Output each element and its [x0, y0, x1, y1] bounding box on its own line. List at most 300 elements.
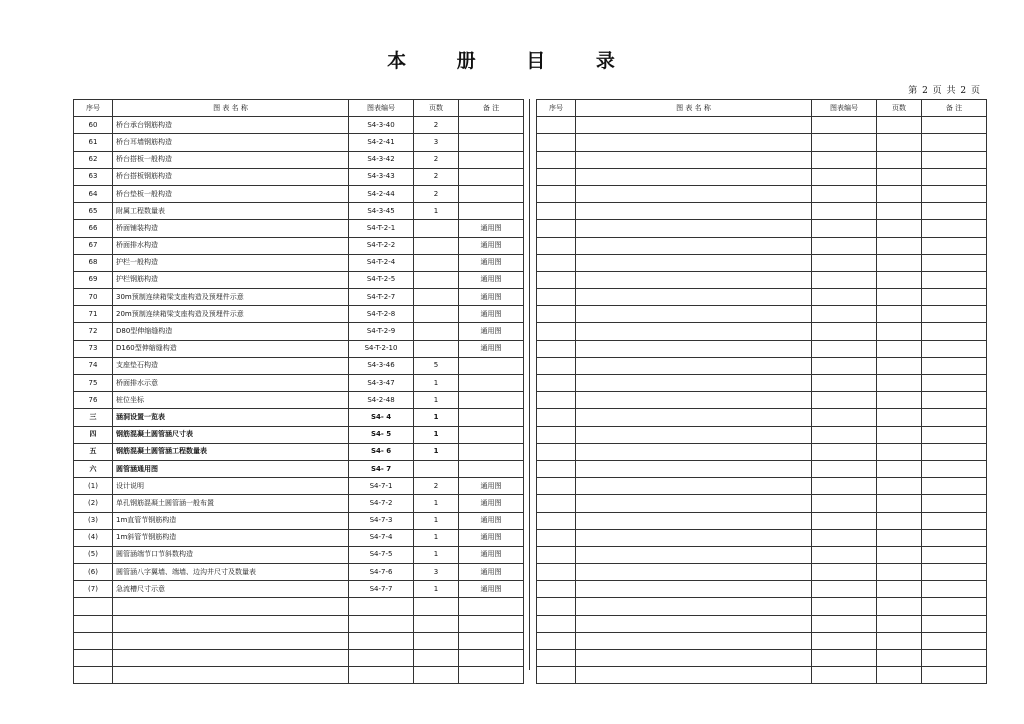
row-note [459, 168, 524, 185]
row-name [113, 667, 349, 684]
row-pages: 2 [414, 117, 459, 134]
row-pages: 1 [414, 529, 459, 546]
row-name [576, 546, 812, 563]
row-note [922, 581, 987, 598]
row-number [537, 323, 576, 340]
row-number: 70 [74, 289, 113, 306]
row-note [922, 220, 987, 237]
row-name: 桥台搭板钢筋构造 [113, 168, 349, 185]
row-pages: 1 [414, 392, 459, 409]
row-code: S4-3-42 [349, 151, 414, 168]
row-note [922, 564, 987, 581]
row-note [922, 460, 987, 477]
row-note [922, 117, 987, 134]
row-pages [877, 460, 922, 477]
row-number [537, 392, 576, 409]
header-pages: 页数 [877, 100, 922, 117]
row-pages: 3 [414, 134, 459, 151]
table-row [537, 168, 987, 185]
table-row [537, 254, 987, 271]
table-row [74, 615, 524, 632]
row-number [537, 581, 576, 598]
row-number [537, 443, 576, 460]
row-number [537, 478, 576, 495]
row-note: 通用图 [459, 340, 524, 357]
table-row [74, 271, 524, 288]
row-code: S4-T-2-2 [349, 237, 414, 254]
row-code [812, 357, 877, 374]
row-code: S4-T-2-8 [349, 306, 414, 323]
row-note [459, 409, 524, 426]
row-pages [877, 495, 922, 512]
row-code [349, 598, 414, 615]
row-name: 急流槽尺寸示意 [113, 581, 349, 598]
row-note: 通用图 [459, 512, 524, 529]
table-row [74, 495, 524, 512]
row-pages: 3 [414, 564, 459, 581]
header-name: 图 表 名 称 [576, 100, 812, 117]
row-name [576, 615, 812, 632]
table-row [537, 512, 987, 529]
row-pages [877, 340, 922, 357]
row-name: 附属工程数量表 [113, 203, 349, 220]
row-code [812, 650, 877, 667]
row-code: S4- 6 [349, 443, 414, 460]
row-pages [414, 237, 459, 254]
row-number: 三 [74, 409, 113, 426]
table-row [537, 529, 987, 546]
row-number [537, 650, 576, 667]
table-row [537, 546, 987, 563]
row-number [537, 460, 576, 477]
row-pages [877, 357, 922, 374]
table-row [537, 220, 987, 237]
row-name [576, 220, 812, 237]
row-number: (2) [74, 495, 113, 512]
table-row [74, 529, 524, 546]
row-note [459, 426, 524, 443]
row-number [537, 237, 576, 254]
row-name: 桥台搭板一般构造 [113, 151, 349, 168]
row-number: 64 [74, 185, 113, 202]
row-number: 62 [74, 151, 113, 168]
row-name: 20m预制连续箱梁支座构造及预埋件示意 [113, 306, 349, 323]
row-number [537, 512, 576, 529]
row-pages [877, 203, 922, 220]
row-code [812, 289, 877, 306]
row-code: S4-7-7 [349, 581, 414, 598]
row-note: 通用图 [459, 546, 524, 563]
table-row [74, 598, 524, 615]
row-name [576, 581, 812, 598]
row-number: (5) [74, 546, 113, 563]
row-name [576, 323, 812, 340]
row-note: 通用图 [459, 323, 524, 340]
table-row [74, 443, 524, 460]
row-name [576, 392, 812, 409]
row-note [922, 667, 987, 684]
row-note [922, 478, 987, 495]
row-code: S4-T-2-1 [349, 220, 414, 237]
row-code [812, 185, 877, 202]
row-note [459, 185, 524, 202]
left-index-body [74, 100, 524, 684]
row-name: 1m直管节钢筋构造 [113, 512, 349, 529]
row-name: 护栏一般构造 [113, 254, 349, 271]
row-name [576, 478, 812, 495]
row-code: S4- 5 [349, 426, 414, 443]
row-code: S4-T-2-4 [349, 254, 414, 271]
row-code: S4-7-6 [349, 564, 414, 581]
row-name [576, 289, 812, 306]
row-code [349, 615, 414, 632]
row-pages [414, 271, 459, 288]
row-pages [414, 254, 459, 271]
row-code [812, 203, 877, 220]
row-code [812, 564, 877, 581]
row-note [459, 151, 524, 168]
row-pages [877, 650, 922, 667]
row-name: 涵洞设置一览表 [113, 409, 349, 426]
row-note [459, 650, 524, 667]
header-note: 备 注 [922, 100, 987, 117]
row-code [812, 220, 877, 237]
row-code [812, 409, 877, 426]
row-number [74, 667, 113, 684]
row-code [812, 443, 877, 460]
page-info: 第 2 页 共 2 页 [908, 86, 980, 96]
table-row [537, 392, 987, 409]
row-name [576, 357, 812, 374]
row-code: S4-3-45 [349, 203, 414, 220]
row-pages [877, 546, 922, 563]
row-number: 五 [74, 443, 113, 460]
table-row [74, 564, 524, 581]
row-pages [877, 375, 922, 392]
header-note: 备 注 [459, 100, 524, 117]
row-code [349, 632, 414, 649]
table-row [537, 667, 987, 684]
row-number [537, 667, 576, 684]
row-name [576, 271, 812, 288]
table-row [537, 134, 987, 151]
row-number: (7) [74, 581, 113, 598]
row-number [537, 546, 576, 563]
row-note: 通用图 [459, 306, 524, 323]
table-row [74, 632, 524, 649]
row-code [812, 460, 877, 477]
row-code [812, 546, 877, 563]
row-note [922, 615, 987, 632]
row-note [922, 254, 987, 271]
row-note [922, 495, 987, 512]
row-pages: 1 [414, 495, 459, 512]
row-number [537, 495, 576, 512]
row-note [922, 392, 987, 409]
row-number: 61 [74, 134, 113, 151]
row-name: 护栏钢筋构造 [113, 271, 349, 288]
row-code: S4-T-2-10 [349, 340, 414, 357]
row-pages [414, 340, 459, 357]
row-code [812, 134, 877, 151]
page-title: 本 册 目 录 [387, 50, 637, 72]
row-number [537, 340, 576, 357]
row-code [812, 306, 877, 323]
row-number [537, 357, 576, 374]
row-number [537, 185, 576, 202]
row-name: 桥台耳墙钢筋构造 [113, 134, 349, 151]
row-pages [877, 237, 922, 254]
row-note [922, 203, 987, 220]
table-row [537, 237, 987, 254]
row-pages: 1 [414, 546, 459, 563]
table-row [74, 306, 524, 323]
table-row [74, 168, 524, 185]
row-number: 68 [74, 254, 113, 271]
row-code [812, 168, 877, 185]
row-code: S4-3-40 [349, 117, 414, 134]
table-row [537, 185, 987, 202]
table-row [74, 546, 524, 563]
row-name: 圆管涵八字翼墙、端墙、边沟井尺寸及数量表 [113, 564, 349, 581]
row-note [922, 632, 987, 649]
table-row [537, 340, 987, 357]
row-name [113, 615, 349, 632]
row-name [576, 340, 812, 357]
row-pages [414, 289, 459, 306]
row-pages: 1 [414, 443, 459, 460]
row-number [537, 168, 576, 185]
row-pages: 2 [414, 168, 459, 185]
table-row [74, 667, 524, 684]
row-code [812, 271, 877, 288]
row-pages [414, 460, 459, 477]
row-code: S4-2-48 [349, 392, 414, 409]
row-code: S4- 4 [349, 409, 414, 426]
row-note [922, 426, 987, 443]
row-name: 钢筋混凝土圆管涵工程数量表 [113, 443, 349, 460]
row-pages [877, 220, 922, 237]
row-note: 通用图 [459, 254, 524, 271]
row-name [113, 632, 349, 649]
table-row [74, 117, 524, 134]
row-note [922, 598, 987, 615]
table-row [537, 271, 987, 288]
table-row [537, 203, 987, 220]
table-row [537, 306, 987, 323]
table-row [74, 392, 524, 409]
row-name [576, 409, 812, 426]
row-code: S4-7-5 [349, 546, 414, 563]
row-pages [877, 254, 922, 271]
row-number: 60 [74, 117, 113, 134]
row-note [922, 375, 987, 392]
table-row [74, 426, 524, 443]
row-code [812, 632, 877, 649]
row-pages [414, 632, 459, 649]
row-name: 圆管涵端节口节斜数构造 [113, 546, 349, 563]
row-pages [877, 667, 922, 684]
row-number: (1) [74, 478, 113, 495]
table-row [74, 254, 524, 271]
row-code: S4-2-44 [349, 185, 414, 202]
row-pages [414, 650, 459, 667]
row-number [537, 289, 576, 306]
row-number [537, 409, 576, 426]
row-note [459, 632, 524, 649]
row-code [812, 478, 877, 495]
row-number [537, 306, 576, 323]
row-name: 30m预制连续箱梁支座构造及预埋件示意 [113, 289, 349, 306]
right-index-table [536, 99, 987, 684]
row-name [576, 375, 812, 392]
row-code [349, 650, 414, 667]
row-number [74, 632, 113, 649]
table-row [74, 203, 524, 220]
header-name: 图 表 名 称 [113, 100, 349, 117]
row-note: 通用图 [459, 581, 524, 598]
row-name [576, 443, 812, 460]
row-pages [877, 151, 922, 168]
row-note: 通用图 [459, 271, 524, 288]
table-row [537, 650, 987, 667]
row-name: 圆管涵通用图 [113, 460, 349, 477]
row-name [576, 185, 812, 202]
row-note [922, 151, 987, 168]
row-number: 71 [74, 306, 113, 323]
row-code [349, 667, 414, 684]
table-row [537, 564, 987, 581]
row-note [922, 289, 987, 306]
row-note [922, 340, 987, 357]
row-note [922, 306, 987, 323]
row-note: 通用图 [459, 478, 524, 495]
row-number [74, 598, 113, 615]
table-row [74, 289, 524, 306]
row-name: 桥台承台钢筋构造 [113, 117, 349, 134]
header-pages: 页数 [414, 100, 459, 117]
row-pages [414, 615, 459, 632]
row-note: 通用图 [459, 289, 524, 306]
row-note [922, 512, 987, 529]
row-number: (3) [74, 512, 113, 529]
row-name [576, 117, 812, 134]
row-number [537, 134, 576, 151]
row-pages [877, 168, 922, 185]
row-code: S4-3-47 [349, 375, 414, 392]
header-number: 序号 [537, 100, 576, 117]
table-row [537, 117, 987, 134]
table-row [74, 460, 524, 477]
row-number [537, 375, 576, 392]
row-pages: 5 [414, 357, 459, 374]
row-name: 桥面排水构造 [113, 237, 349, 254]
table-header-row [537, 100, 987, 117]
row-note [922, 323, 987, 340]
row-code [812, 598, 877, 615]
row-name [576, 512, 812, 529]
row-note [459, 443, 524, 460]
row-name [576, 598, 812, 615]
row-name [576, 564, 812, 581]
row-pages [877, 529, 922, 546]
row-number: 67 [74, 237, 113, 254]
row-name [576, 203, 812, 220]
row-pages [877, 632, 922, 649]
row-note [922, 409, 987, 426]
row-number: (6) [74, 564, 113, 581]
row-note [459, 134, 524, 151]
row-code: S4-2-41 [349, 134, 414, 151]
row-note [459, 392, 524, 409]
row-note [922, 443, 987, 460]
row-number [537, 615, 576, 632]
row-note: 通用图 [459, 564, 524, 581]
table-row [537, 581, 987, 598]
row-pages [877, 564, 922, 581]
row-note [459, 667, 524, 684]
row-number: 四 [74, 426, 113, 443]
row-pages [877, 409, 922, 426]
row-code: S4-T-2-5 [349, 271, 414, 288]
row-name: 桥台垫板一般构造 [113, 185, 349, 202]
table-row [74, 340, 524, 357]
row-code [812, 375, 877, 392]
row-note [922, 185, 987, 202]
row-number: 72 [74, 323, 113, 340]
row-pages: 1 [414, 426, 459, 443]
row-note [459, 375, 524, 392]
row-number: 76 [74, 392, 113, 409]
row-number [537, 220, 576, 237]
row-name: 支座垫石构造 [113, 357, 349, 374]
row-name [576, 529, 812, 546]
row-pages [877, 117, 922, 134]
row-name [576, 254, 812, 271]
row-pages: 2 [414, 478, 459, 495]
row-pages [877, 271, 922, 288]
row-number [74, 615, 113, 632]
table-row [74, 134, 524, 151]
row-name [576, 306, 812, 323]
row-pages: 1 [414, 203, 459, 220]
row-pages: 2 [414, 151, 459, 168]
right-index-body [537, 100, 987, 684]
table-row [74, 185, 524, 202]
row-number [537, 254, 576, 271]
row-pages [877, 598, 922, 615]
table-row [537, 495, 987, 512]
table-row [537, 375, 987, 392]
row-note [459, 598, 524, 615]
row-number [537, 598, 576, 615]
row-code [812, 615, 877, 632]
row-pages [877, 185, 922, 202]
row-number: 65 [74, 203, 113, 220]
row-name [576, 495, 812, 512]
table-row [74, 512, 524, 529]
table-row [537, 460, 987, 477]
row-pages [877, 134, 922, 151]
row-name [576, 650, 812, 667]
row-pages [414, 667, 459, 684]
row-pages [414, 598, 459, 615]
row-number: 75 [74, 375, 113, 392]
row-code: S4-3-46 [349, 357, 414, 374]
row-note: 通用图 [459, 220, 524, 237]
row-code: S4- 7 [349, 460, 414, 477]
row-code: S4-7-3 [349, 512, 414, 529]
